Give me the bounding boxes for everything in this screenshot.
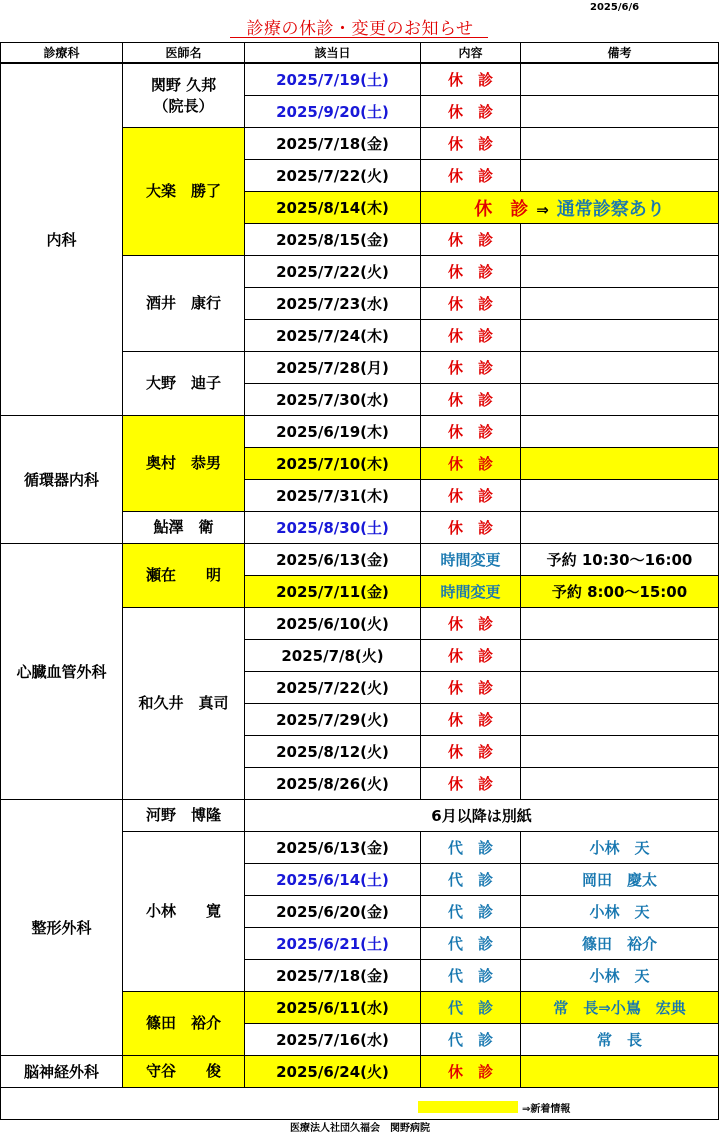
table-row	[1, 1056, 719, 1088]
remarks-cell	[521, 640, 719, 672]
table-row	[1, 63, 719, 96]
remarks-cell	[521, 448, 719, 480]
col-header-content: 内容	[421, 43, 521, 64]
issue-date: 2025/6/6	[590, 2, 640, 13]
remarks-cell	[521, 352, 719, 384]
dept-junkanki: 循環器内科	[1, 416, 123, 544]
date-cell: 2025/7/28(月)	[245, 352, 421, 384]
date-cell: 2025/7/16(水)	[245, 1024, 421, 1056]
date-cell: 2025/7/18(金)	[245, 128, 421, 160]
remarks-cell: 岡田 慶太	[521, 864, 719, 896]
remarks-cell	[521, 160, 719, 192]
date-cell: 2025/7/10(木)	[245, 448, 421, 480]
doctor-okumura: 奥村 恭男	[123, 416, 245, 512]
col-header-dept: 診療科	[1, 43, 123, 64]
content-cell: 休 診	[421, 416, 521, 448]
doctor-moriya: 守谷 俊	[123, 1056, 245, 1088]
remarks-cell	[521, 512, 719, 544]
header-row	[1, 43, 719, 64]
remarks-cell	[521, 96, 719, 128]
remarks-cell	[521, 416, 719, 448]
remarks-cell	[521, 128, 719, 160]
date-cell: 2025/7/23(水)	[245, 288, 421, 320]
remarks-cell	[521, 768, 719, 800]
remarks-cell: 小林 天	[521, 896, 719, 928]
dept-seikei: 整形外科	[1, 800, 123, 1056]
date-cell: 2025/6/13(金)	[245, 544, 421, 576]
col-header-remarks: 備考	[521, 43, 719, 64]
content-cell: 休 診	[421, 1056, 521, 1088]
organization-name: 医療法人社団久福会 関野病院	[290, 1123, 430, 1134]
date-cell: 2025/6/11(水)	[245, 992, 421, 1024]
doctor-ayuzawa: 鮎澤 衛	[123, 512, 245, 544]
doctor-sakai: 酒井 康行	[123, 256, 245, 352]
date-cell: 2025/7/11(金)	[245, 576, 421, 608]
doctor-sekino	[123, 63, 245, 128]
date-cell: 2025/8/14(木)	[245, 192, 421, 224]
title-underline	[230, 37, 488, 38]
remarks-cell	[521, 480, 719, 512]
remarks-cell: 小林 天	[521, 960, 719, 992]
date-cell: 2025/7/8(火)	[245, 640, 421, 672]
content-cell: 休 診	[421, 256, 521, 288]
doctor-shinoda: 篠田 裕介	[123, 992, 245, 1056]
date-cell: 2025/6/19(木)	[245, 416, 421, 448]
date-cell: 2025/7/24(木)	[245, 320, 421, 352]
remarks-cell: 常 長⇒小嶌 宏典	[521, 992, 719, 1024]
content-cell: 休 診	[421, 672, 521, 704]
content-cell: 休 診	[421, 160, 521, 192]
date-cell: 2025/8/12(火)	[245, 736, 421, 768]
legend-text: ⇒新着情報	[522, 1104, 571, 1115]
content-cell: 休 診	[421, 320, 521, 352]
content-kyushin: 休 診	[474, 198, 529, 220]
date-cell: 2025/8/30(土)	[245, 512, 421, 544]
content-cell: 休 診	[421, 352, 521, 384]
content-cell: 代 診	[421, 832, 521, 864]
remarks-cell	[521, 736, 719, 768]
change-cell	[421, 192, 719, 224]
content-cell: 時間変更	[421, 576, 521, 608]
doctor-name: 関野 久邦	[150, 75, 217, 94]
content-cell: 休 診	[421, 63, 521, 96]
content-cell: 休 診	[421, 128, 521, 160]
doctor-oraku: 大楽 勝了	[123, 128, 245, 256]
remarks-cell	[521, 63, 719, 96]
legend-swatch	[418, 1101, 518, 1113]
content-cell: 時間変更	[421, 544, 521, 576]
content-cell: 休 診	[421, 96, 521, 128]
date-cell: 2025/6/10(火)	[245, 608, 421, 640]
date-cell: 2025/7/19(土)	[245, 63, 421, 96]
date-cell: 2025/7/18(金)	[245, 960, 421, 992]
content-cell: 休 診	[421, 608, 521, 640]
remarks-cell	[521, 224, 719, 256]
content-cell: 代 診	[421, 1024, 521, 1056]
date-cell: 2025/6/13(金)	[245, 832, 421, 864]
remarks-cell	[521, 672, 719, 704]
content-cell: 代 診	[421, 864, 521, 896]
table-row	[1, 416, 719, 448]
arrow-icon: ⇒	[536, 200, 549, 219]
doctor-kono: 河野 博隆	[123, 800, 245, 832]
date-cell: 2025/7/30(水)	[245, 384, 421, 416]
remarks-cell	[521, 320, 719, 352]
dept-shinzo: 心臓血管外科	[1, 544, 123, 800]
footer-row	[1, 1088, 719, 1120]
content-cell: 休 診	[421, 224, 521, 256]
remarks-cell: 小林 天	[521, 832, 719, 864]
table-row	[1, 800, 719, 832]
remarks-cell	[521, 256, 719, 288]
content-cell: 休 診	[421, 384, 521, 416]
date-cell: 2025/8/26(火)	[245, 768, 421, 800]
doctor-wakui: 和久井 真司	[123, 608, 245, 800]
page-title: 診療の休診・変更のお知らせ	[246, 19, 474, 39]
content-cell: 休 診	[421, 768, 521, 800]
kono-note: 6月以降は別紙	[245, 800, 719, 832]
date-cell: 2025/6/24(火)	[245, 1056, 421, 1088]
content-cell: 休 診	[421, 288, 521, 320]
content-cell: 休 診	[421, 640, 521, 672]
date-cell: 2025/6/14(土)	[245, 864, 421, 896]
content-cell: 代 診	[421, 928, 521, 960]
remarks-cell	[521, 608, 719, 640]
date-cell: 2025/6/20(金)	[245, 896, 421, 928]
date-cell: 2025/7/22(火)	[245, 672, 421, 704]
content-cell: 休 診	[421, 736, 521, 768]
date-cell: 2025/7/22(火)	[245, 160, 421, 192]
content-cell: 休 診	[421, 448, 521, 480]
doctor-role: （院長）	[153, 96, 214, 115]
col-header-date: 該当日	[245, 43, 421, 64]
content-cell: 休 診	[421, 704, 521, 736]
date-cell: 2025/8/15(金)	[245, 224, 421, 256]
doctor-kobayashi: 小林 寛	[123, 832, 245, 992]
content-cell: 代 診	[421, 992, 521, 1024]
dept-noushinkei: 脳神経外科	[1, 1056, 123, 1088]
col-header-doctor: 医師名	[123, 43, 245, 64]
remarks-cell	[521, 1056, 719, 1088]
date-cell: 2025/9/20(土)	[245, 96, 421, 128]
remarks-cell	[521, 384, 719, 416]
content-cell: 休 診	[421, 480, 521, 512]
table-row	[1, 544, 719, 576]
date-cell: 2025/6/21(土)	[245, 928, 421, 960]
remarks-cell: 予約 10:30～16:00	[521, 544, 719, 576]
doctor-ono: 大野 迪子	[123, 352, 245, 416]
doctor-sezai: 瀬在 明	[123, 544, 245, 608]
date-cell: 2025/7/31(木)	[245, 480, 421, 512]
content-cell: 休 診	[421, 512, 521, 544]
content-tsujo: 通常診察あり	[556, 198, 665, 220]
schedule-table	[0, 42, 719, 1120]
remarks-cell: 常 長	[521, 1024, 719, 1056]
content-cell: 代 診	[421, 896, 521, 928]
remarks-cell	[521, 288, 719, 320]
remarks-cell	[521, 704, 719, 736]
content-cell: 代 診	[421, 960, 521, 992]
date-cell: 2025/7/29(火)	[245, 704, 421, 736]
remarks-cell: 予約 8:00～15:00	[521, 576, 719, 608]
footer-cell	[1, 1088, 719, 1120]
dept-naika: 内科	[1, 63, 123, 416]
date-cell: 2025/7/22(火)	[245, 256, 421, 288]
remarks-cell: 篠田 裕介	[521, 928, 719, 960]
